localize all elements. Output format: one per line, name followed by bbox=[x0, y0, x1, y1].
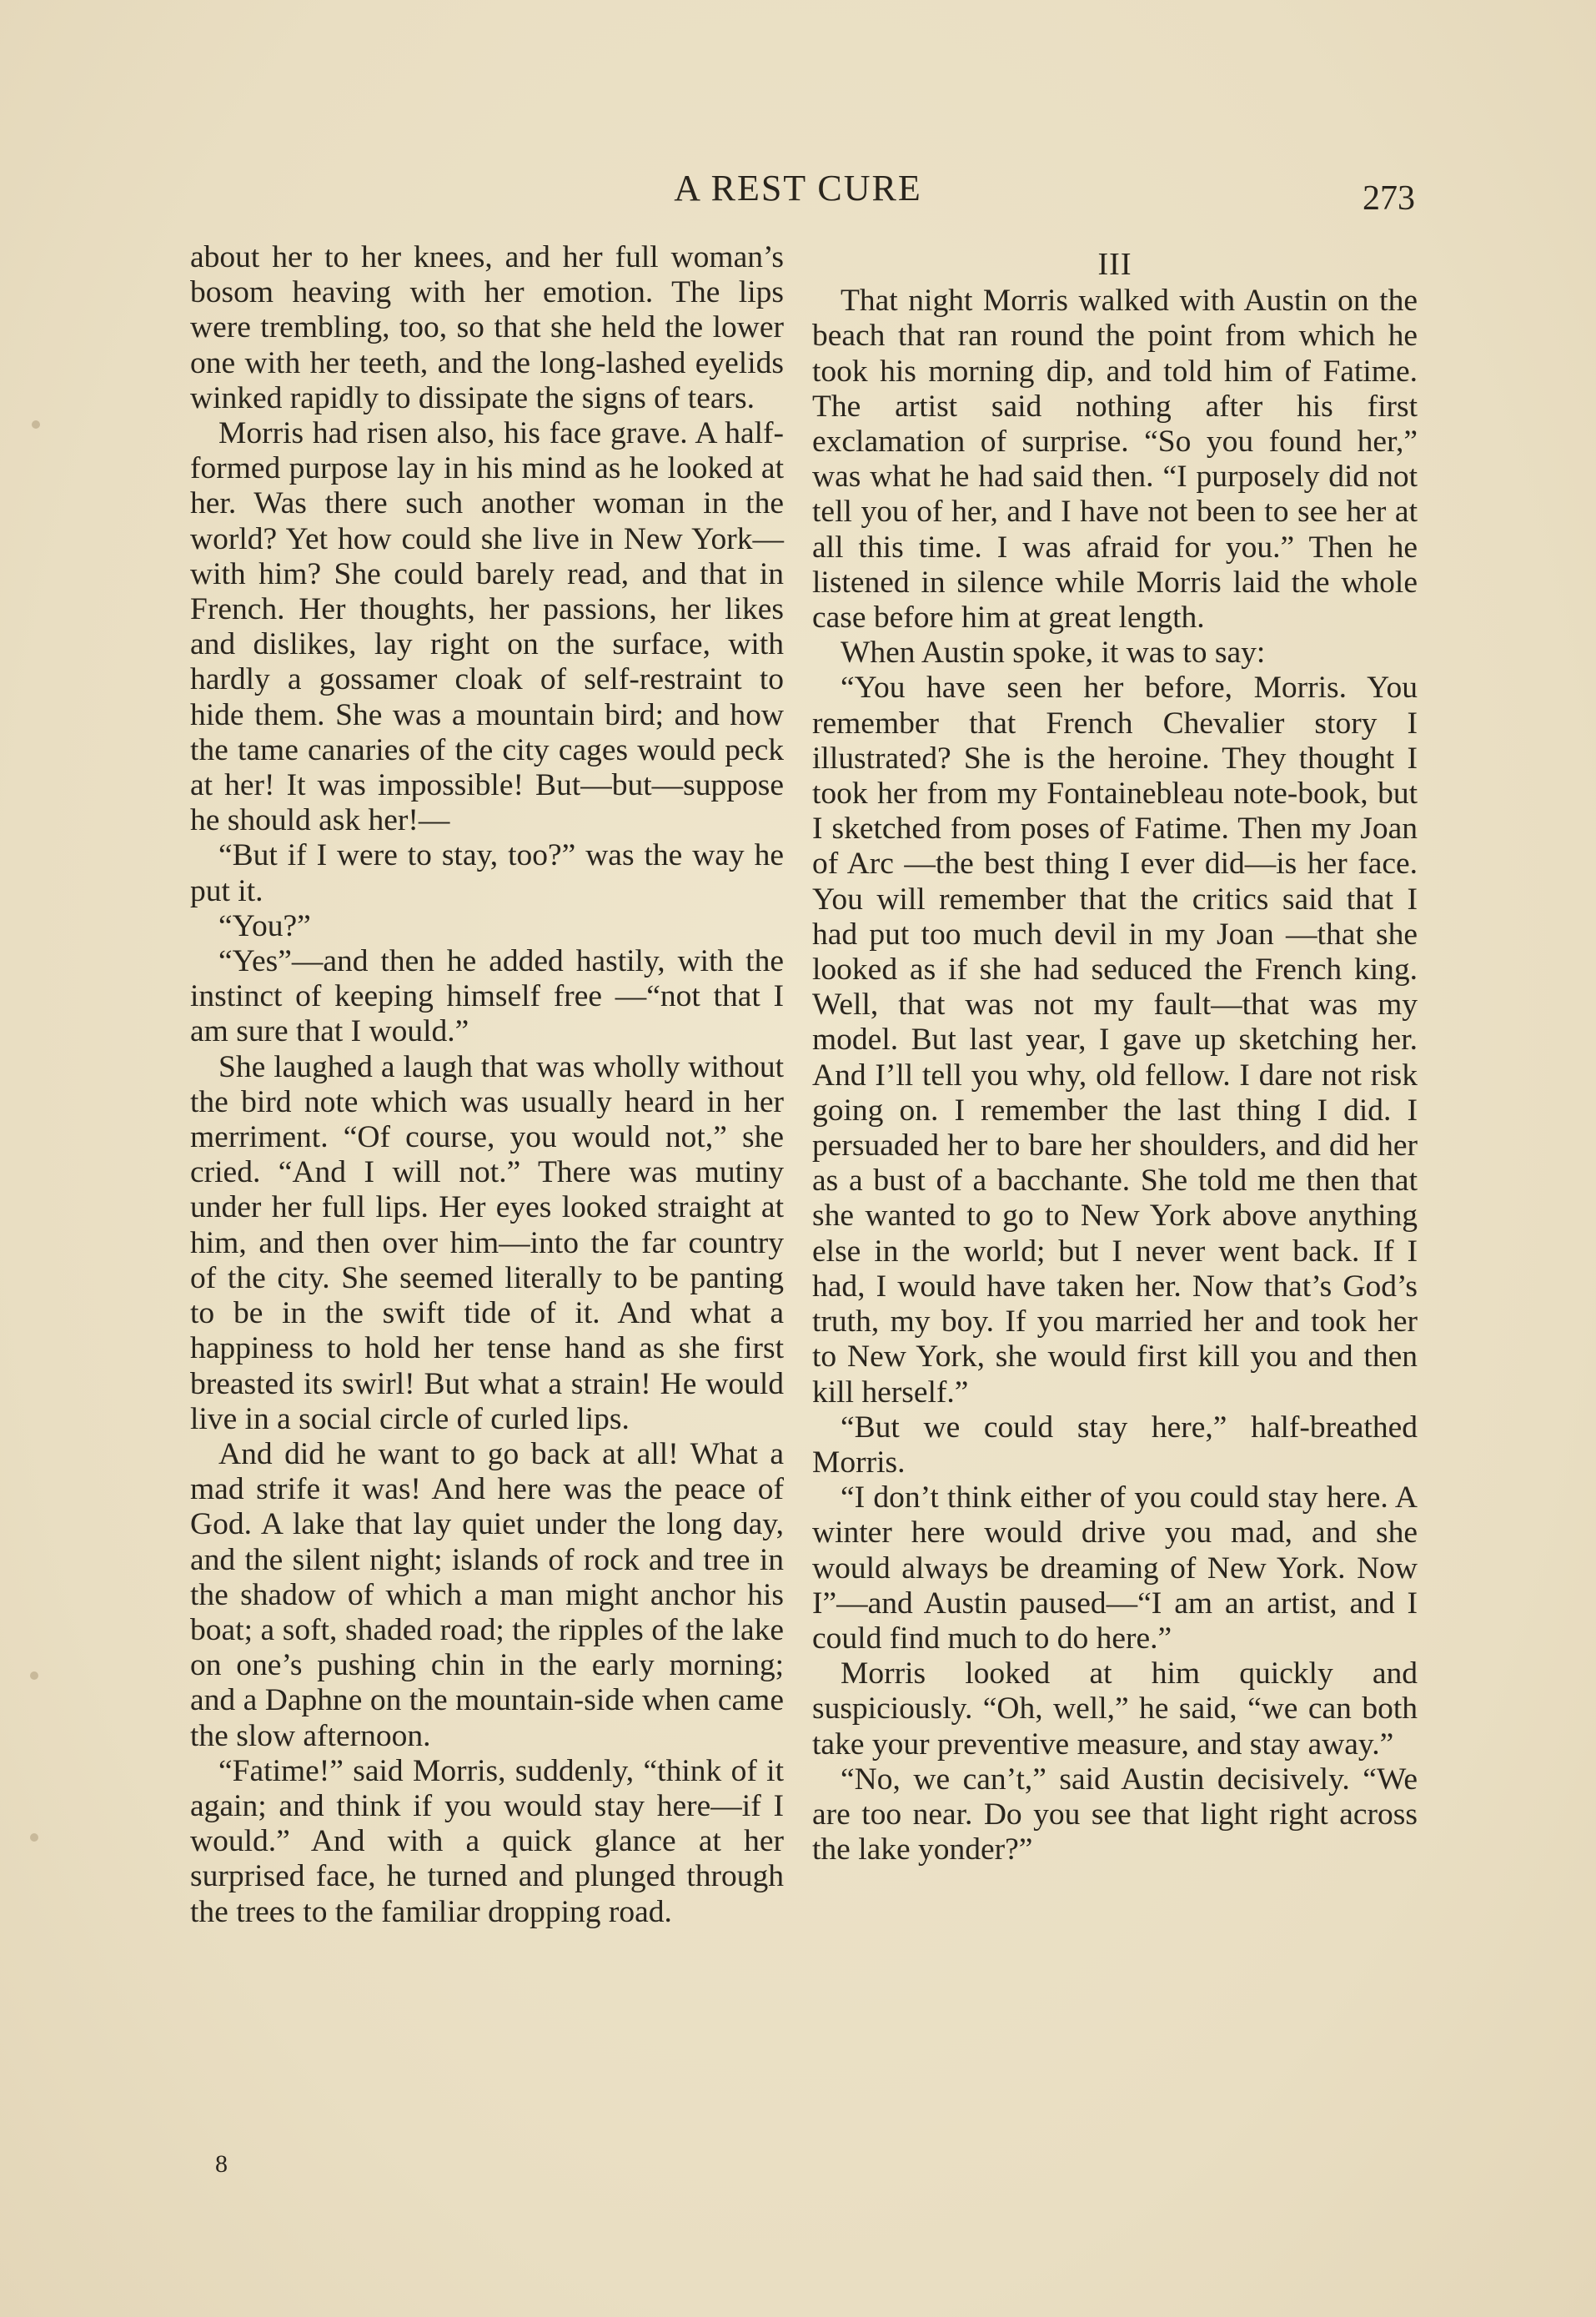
paragraph: “You have seen her before, Morris. You remember that French Chevalier story I illustrated? She is the heroine. They thought I took her from my Fontainebleau note-book, but I sketched from poses of Fatime. Then my Joan of Arc —the best thing I ever did—is her face. You will remember that the critics said that I had put too much devil in my Joan —that she looked as if she had seduced the French king. Well, that was not my fault—that was my model. But last year, I gave up sketching her. And I’ll tell you why, old fellow. I dare not risk going on. I remember the last thing I did. I persuaded her to bare her shoulders, and did her as a bust of a bacchante. She told me then that she wanted to go to New York above anything else in the world; but I never went back. If I had, I would have taken her. Now that’s God’s truth, my boy. If you married her and took her to New York, she would first kill you and then kill herself.” bbox=[812, 671, 1418, 1410]
paragraph: And did he want to go back at all! What a mad strife it was! And here was the peace of God. A lake that lay quiet under the long day, and the silent night; islands of rock and tree in the shadow of which a man might anchor his boat; a soft, shaded road; the ripples of the lake on one’s pushing chin in the early morning; and a Daphne on the mountain-side when came the slow afternoon. bbox=[190, 1436, 784, 1753]
paragraph: “I don’t think either of you could stay here. A winter here would drive you mad, and she would always be dreaming of New York. Now I”—and Austin paused—“I am an artist, and I could find much to do here.” bbox=[812, 1480, 1418, 1656]
left-column bbox=[190, 240, 784, 1930]
paragraph: “No, we can’t,” said Austin decisively. “We are too near. Do you see that light right across the lake yonder?” bbox=[812, 1762, 1418, 1867]
section-number: III bbox=[1097, 247, 1132, 282]
paragraph: “Yes”—and then he added hastily, with the instinct of keeping himself free —“not that I am sure that I would.” bbox=[190, 944, 784, 1049]
paragraph: That night Morris walked with Austin on the beach that ran round the point from which he took his morning dip, and told him of Fatime. The artist said nothing after his first exclamation of surprise. “So you found her,” was what he had said then. “I purposely did not tell you of her, and I have not been to see her at all this time. I was afraid for you.” Then he listened in silence while Morris laid the whole case before him at great length. bbox=[812, 284, 1418, 636]
paragraph: “But if I were to stay, too?” was the way he put it. bbox=[190, 838, 784, 908]
paragraph: about her to her knees, and her full woman’s bosom heaving with her emotion. The lips were trembling, too, so that she held the lower one with her teeth, and the long-lashed eyelids winked rapidly to dissipate the signs of tears. bbox=[190, 240, 784, 415]
paragraph: “But we could stay here,” half-breathed Morris. bbox=[812, 1410, 1418, 1480]
paragraph: When Austin spoke, it was to say: bbox=[841, 636, 1266, 671]
paragraph: Morris looked at him quickly and suspiciously. “Oh, well,” he said, “we can both take your preventive measure, and stay away.” bbox=[812, 1656, 1418, 1762]
margin-dot bbox=[32, 420, 40, 429]
paragraph: Morris had risen also, his face grave. A half-formed purpose lay in his mind as he looked at her. Was there such another woman in the world? Yet how could she live in New York—with him? She could barely read, and that in French. Her thoughts, her passions, her likes and dislikes, lay right on the surface, with hardly a gossamer cloak of self-restraint to hide them. She was a mountain bird; and how the tame canaries of the city cages would peck at her! It was impossible! But—but—suppose he should ask her!— bbox=[190, 416, 784, 838]
margin-dot bbox=[30, 1833, 38, 1842]
signature-mark: 8 bbox=[215, 2150, 228, 2178]
paragraph: “You?” bbox=[218, 908, 311, 943]
paragraph: She laughed a laugh that was wholly without the bird note which was usually heard in her merriment. “Of course, you would not,” she cried. “And I will not.” There was mutiny under her full lips. Her eyes looked straight at him, and then over him—into the far country of the city. She seemed literally to be panting to be in the swift tide of it. And what a happiness to hold her tense hand as she first breasted its swirl! But what a strain! He would live in a social circle of curled lips. bbox=[190, 1049, 784, 1436]
right-column bbox=[812, 247, 1418, 1867]
running-title: A REST CURE bbox=[674, 168, 922, 209]
margin-dot bbox=[30, 1671, 38, 1680]
paragraph: “Fatime!” said Morris, suddenly, “think of it again; and think if you would stay here—if I would.” And with a quick glance at her surprised face, he turned and plunged through the trees to the familiar dropping road. bbox=[190, 1753, 784, 1929]
page-number: 273 bbox=[1363, 179, 1415, 218]
